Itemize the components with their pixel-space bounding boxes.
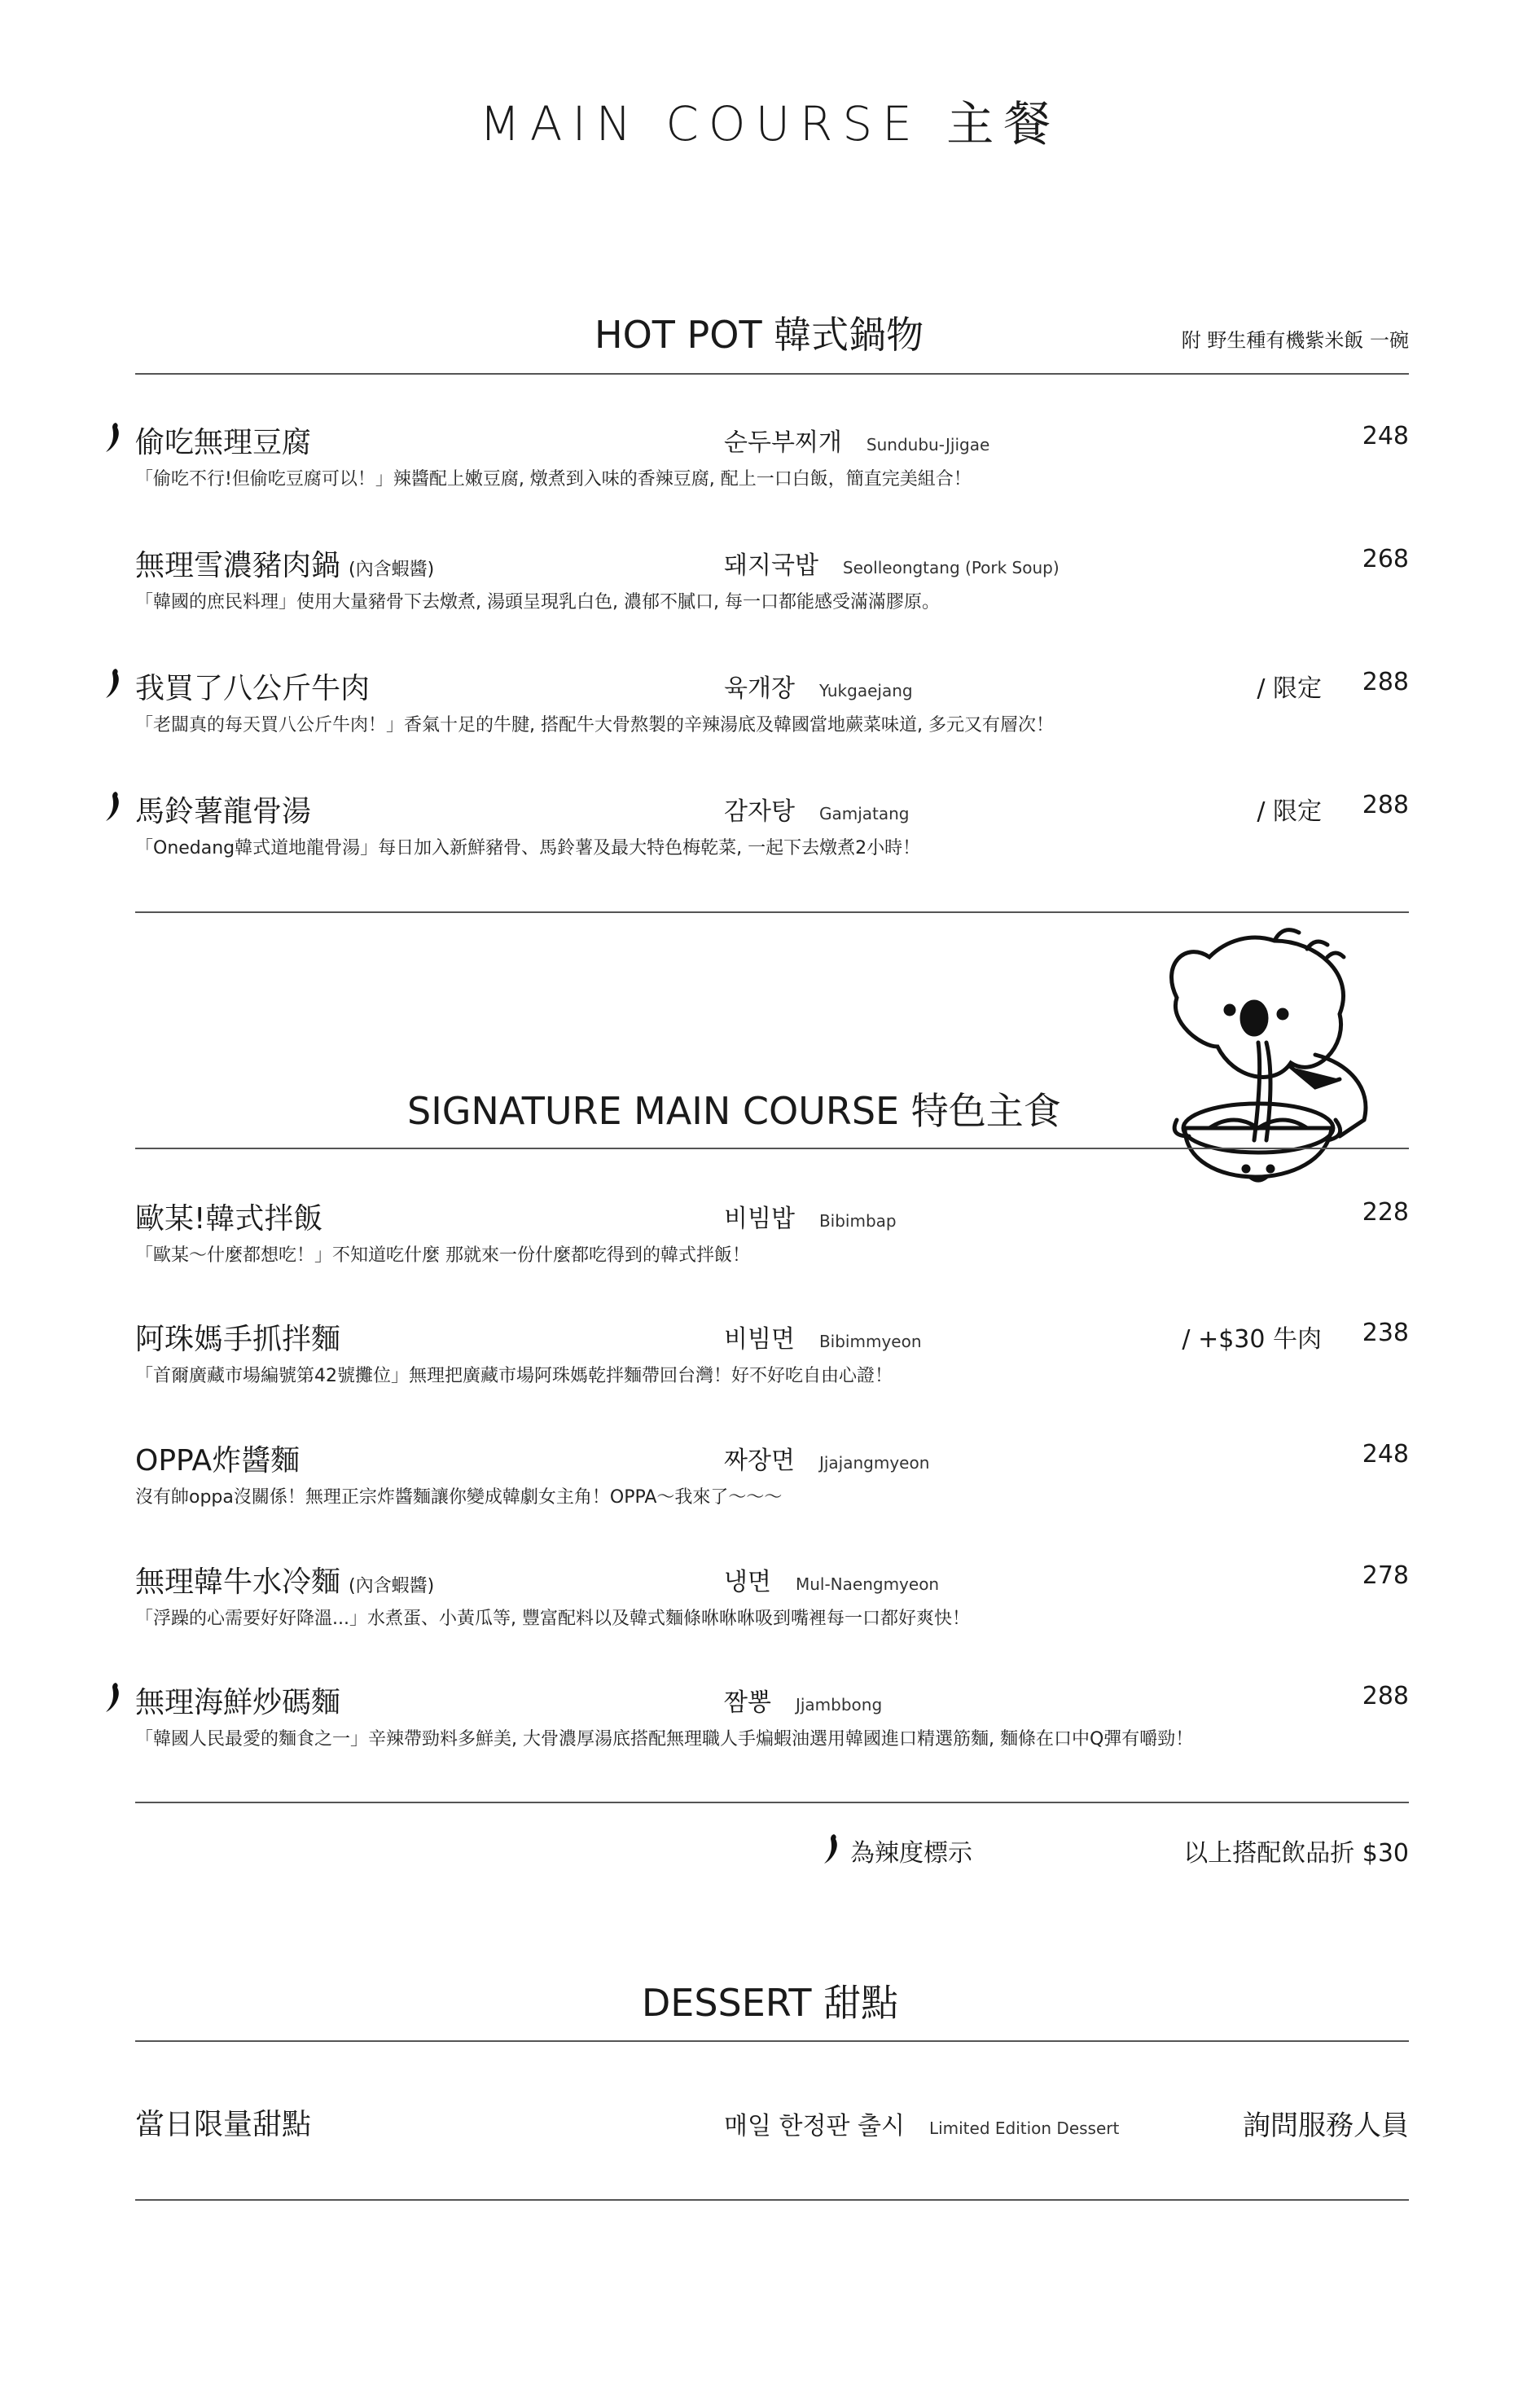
dish-price: 278 [1362, 1561, 1409, 1590]
divider [135, 1148, 1409, 1149]
korean-name: 짬뽕 [724, 1688, 771, 1717]
page-title: MAIN COURSE 主餐 [479, 96, 1061, 151]
dish-note: / +$30 牛肉 [1182, 1325, 1322, 1354]
dessert-price: 詢問服務人員 [1243, 2110, 1409, 2142]
korean-name: 감자탕 [724, 797, 795, 826]
divider [135, 1802, 1409, 1803]
divider [135, 911, 1409, 913]
divider [135, 2040, 1409, 2042]
dish-name [135, 1438, 300, 1479]
dog-eating-noodles-illustration [1152, 924, 1397, 1205]
dish-name-text: 阿珠媽手抓拌麵 [135, 1323, 341, 1356]
korean-name: 비빔밥 [724, 1205, 795, 1233]
korean-name: 순두부찌개 [724, 428, 842, 457]
divider [135, 2199, 1409, 2201]
dish-name [135, 1679, 340, 1721]
roman-name: Bibimmyeon [818, 1332, 922, 1351]
dish-description: 「浮躁的心需要好好降溫...」水煮蛋、小黃瓜等, 豐富配料以及韓式麵條咻咻咻吸到嘴裡每一口都好爽快！ [135, 1609, 970, 1629]
dish-korean [724, 1440, 929, 1476]
dish-korean [724, 1561, 939, 1597]
dish-korean [724, 545, 1060, 581]
dish-name-text: 馬鈴薯龍骨湯 [135, 795, 312, 828]
dish-price: 248 [1362, 1440, 1409, 1469]
drink-discount-note: 以上搭配飲品折 $30 [1183, 1839, 1409, 1868]
dish-name [135, 419, 311, 461]
chili-icon [103, 1681, 125, 1714]
dish-name-text: 無理雪濃豬肉鍋 [135, 549, 341, 582]
roman-name: Yukgaejang [818, 681, 913, 700]
roman-name: Mul-Naengmyeon [795, 1574, 940, 1594]
korean-name: 비빔면 [724, 1325, 795, 1354]
dish-description: 「老闆真的每天買八公斤牛肉！」香氣十足的牛腱, 搭配牛大骨熬製的辛辣湯底及韓國當地蕨菜味道, 多元又有層次！ [135, 715, 1054, 735]
roman-name: Gamjatang [818, 804, 910, 823]
dish-price: 248 [1362, 422, 1409, 450]
divider [135, 373, 1409, 375]
dish-price: 228 [1362, 1198, 1409, 1227]
dish-description: 沒有帥oppa沒關係！無理正宗炸醬麵讓你變成韓劇女主角！OPPA～我來了～～～ [135, 1487, 783, 1508]
dish-korean [724, 791, 909, 827]
dessert-name: 當日限量甜點 [135, 2108, 312, 2141]
dish-korean [724, 1319, 922, 1354]
roman-name: Bibimbap [818, 1211, 897, 1231]
dish-description: 「首爾廣藏市場編號第42號攤位」無理把廣藏市場阿珠媽乾拌麵帶回台灣！好不好吃自由心證！ [135, 1366, 893, 1386]
korean-name: 육개장 [724, 674, 795, 703]
dish-korean [724, 1198, 897, 1234]
hotpot-heading: HOT POT 韓式鍋物 [595, 313, 924, 357]
dish-name [135, 665, 370, 707]
korean-name: 돼지국밥 [724, 551, 818, 580]
dish-name [135, 1559, 434, 1600]
korean-name: 짜장면 [724, 1447, 795, 1475]
dish-price: 288 [1362, 1682, 1409, 1710]
chili-icon [103, 421, 125, 454]
dish-tag: (內含蝦醬) [349, 1576, 435, 1596]
dessert-heading: DESSERT 甜點 [641, 1981, 899, 2025]
dish-name-text: 無理韓牛水冷麵 [135, 1565, 341, 1599]
dish-price: 268 [1362, 545, 1409, 573]
signature-heading: SIGNATURE MAIN COURSE 特色主食 [407, 1089, 1061, 1133]
dish-description: 「Onedang韓式道地龍骨湯」每日加入新鮮豬骨、馬鈴薯及最大特色梅乾菜, 一起下去燉煮2小時！ [135, 838, 921, 858]
dish-tag: (內含蝦醬) [349, 560, 435, 580]
dish-korean [724, 422, 989, 458]
dish-description: 「歐某～什麼都想吃！」不知道吃什麼 那就來一份什麼都吃得到的韓式拌飯！ [135, 1245, 750, 1266]
dish-description: 「韓國人民最愛的麵食之一」辛辣帶勁料多鮮美, 大骨濃厚湯底搭配無理職人手煸蝦油選用韓國進口精選筋麵, 麵條在口中Q彈有嚼勁！ [135, 1729, 1194, 1750]
roman-name: Sundubu-Jjigae [866, 435, 990, 454]
dessert-korean [724, 2105, 1119, 2141]
chili-icon [103, 790, 125, 823]
dish-price: 288 [1362, 668, 1409, 696]
dish-note: / 限定 [1257, 674, 1322, 703]
dish-price: 238 [1362, 1319, 1409, 1347]
hotpot-side-note: 附 野生種有機紫米飯 一碗 [1181, 329, 1409, 352]
spicy-legend: 為辣度標示 [850, 1839, 972, 1868]
dish-name [135, 1316, 340, 1358]
dish-korean [724, 1682, 882, 1718]
dessert-korean-name: 매일 한정판 출시 [724, 2112, 905, 2140]
chili-icon [103, 667, 125, 700]
dish-description: 「韓國的庶民料理」使用大量豬骨下去燉煮, 湯頭呈現乳白色, 濃郁不膩口, 每一口都能感受滿滿膠原。 [135, 592, 940, 612]
roman-name: Seolleongtang (Pork Soup) [842, 558, 1060, 577]
chili-icon [821, 1833, 844, 1865]
korean-name: 냉면 [724, 1568, 771, 1596]
dish-note: / 限定 [1257, 797, 1322, 826]
dessert-roman-name: Limited Edition Dessert [928, 2118, 1120, 2138]
roman-name: Jjambbong [795, 1695, 883, 1714]
dish-name-text: 我買了八公斤牛肉 [135, 672, 371, 705]
dish-name-text: 無理海鮮炒碼麵 [135, 1686, 341, 1719]
roman-name: Jjajangmyeon [818, 1453, 930, 1473]
dish-price: 288 [1362, 791, 1409, 819]
dish-name [135, 788, 311, 830]
dish-name-text: OPPA炸醬麵 [135, 1444, 301, 1477]
dish-name [135, 542, 434, 584]
dish-name [135, 1196, 322, 1237]
dish-description: 「偷吃不行!但偷吃豆腐可以！」辣醬配上嫩豆腐, 燉煮到入味的香辣豆腐, 配上一口白飯，簡直完美組合！ [135, 469, 972, 490]
dish-korean [724, 668, 913, 704]
dish-name-text: 偷吃無理豆腐 [135, 426, 312, 459]
dish-name-text: 歐某!韓式拌飯 [135, 1202, 323, 1236]
